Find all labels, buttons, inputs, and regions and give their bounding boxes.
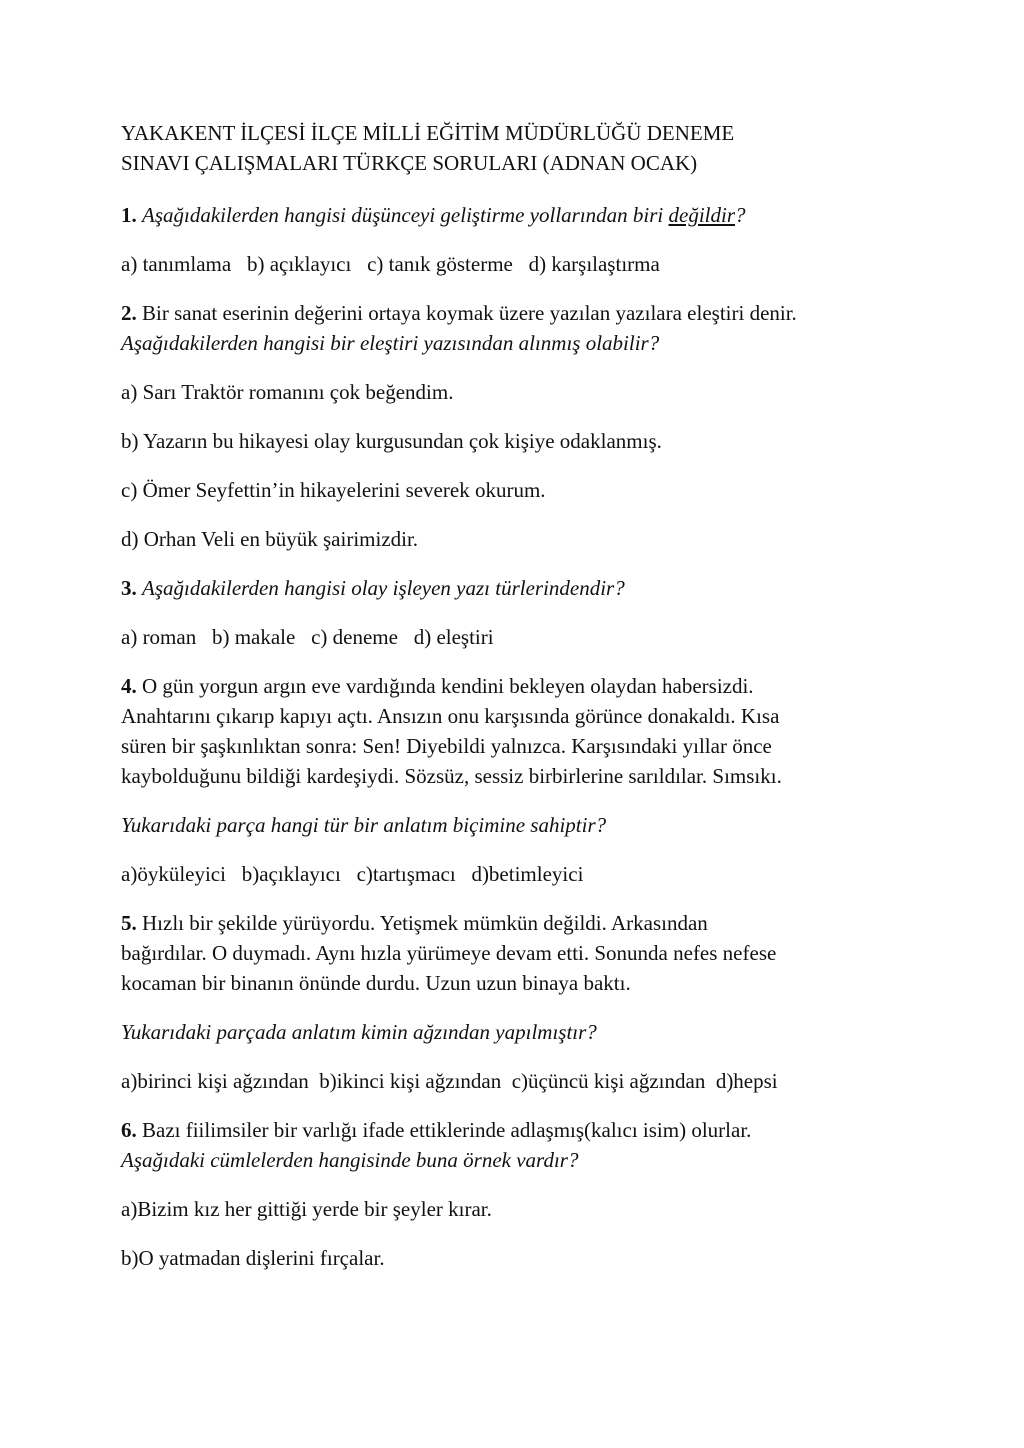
- question-number: 2.: [121, 301, 137, 325]
- question-number: 6.: [121, 1118, 137, 1142]
- title-line-1: YAKAKENT İLÇESİ İLÇE MİLLİ EĞİTİM MÜDÜRLÜĞÜ DENEME: [121, 121, 735, 145]
- passage-line-4: kaybolduğunu bildiği kardeşiydi. Sözsüz, sessiz birbirlerine sarıldılar. Sımsıkı.: [121, 764, 782, 788]
- title-line-2: SINAVI ÇALIŞMALARI TÜRKÇE SORULARI (ADNAN OCAK): [121, 151, 698, 175]
- passage-line-1: Hızlı bir şekilde yürüyordu. Yetişmek mümkün değildi. Arkasından: [142, 911, 708, 935]
- passage-line-2: bağırdılar. O duymadı. Aynı hızla yürümeye devam etti. Sonunda nefes nefese: [121, 941, 777, 965]
- question-4: [121, 671, 911, 889]
- question-1: [121, 200, 911, 279]
- answer-options: a) roman b) makale c) deneme d) eleştiri: [121, 625, 494, 649]
- document-title: [121, 118, 911, 178]
- answer-options: a) tanımlama b) açıklayıcı c) tanık gösterme d) karşılaştırma: [121, 252, 660, 276]
- answer-options: a)öyküleyici b)açıklayıcı c)tartışmacı d)betimleyici: [121, 862, 584, 886]
- worksheet-page: [121, 118, 911, 1273]
- option-b: b)O yatmadan dişlerini fırçalar.: [121, 1246, 385, 1270]
- passage-line-3: kocaman bir binanın önünde durdu. Uzun uzun binaya baktı.: [121, 971, 631, 995]
- option-d: d) Orhan Veli en büyük şairimizdir.: [121, 527, 419, 551]
- question-2: [121, 298, 911, 554]
- question-number: 3.: [121, 576, 137, 600]
- question-number: 4.: [121, 674, 137, 698]
- option-b: b) Yazarın bu hikayesi olay kurgusundan çok kişiye odaklanmış.: [121, 429, 662, 453]
- question-number: 5.: [121, 911, 137, 935]
- question-intro: Bazı fiilimsiler bir varlığı ifade ettiklerinde adlaşmış(kalıcı isim) olurlar.: [142, 1118, 752, 1142]
- answer-options: a)birinci kişi ağzından b)ikinci kişi ağzından c)üçüncü kişi ağzından d)hepsi: [121, 1069, 778, 1093]
- option-a: a) Sarı Traktör romanını çok beğendim.: [121, 380, 454, 404]
- question-3: [121, 573, 911, 652]
- option-c: c) Ömer Seyfettin’in hikayelerini severek okurum.: [121, 478, 546, 502]
- passage-line-1: O gün yorgun argın eve vardığında kendini bekleyen olaydan habersizdi.: [142, 674, 754, 698]
- question-text: Aşağıdakilerden hangisi olay işleyen yazı türlerindendir?: [142, 576, 625, 600]
- question-intro: Bir sanat eserinin değerini ortaya koymak üzere yazılan yazılara eleştiri denir.: [142, 301, 797, 325]
- question-6: [121, 1115, 911, 1273]
- question-number: 1.: [121, 203, 137, 227]
- question-underlined-word: değildir: [668, 203, 735, 227]
- question-5: [121, 908, 911, 1096]
- question-text: Yukarıdaki parça hangi tür bir anlatım biçimine sahiptir?: [121, 813, 607, 837]
- passage-line-2: Anahtarını çıkarıp kapıyı açtı. Ansızın onu karşısında görünce donakaldı. Kısa: [121, 704, 780, 728]
- question-text: Aşağıdaki cümlelerden hangisinde buna örnek vardır?: [121, 1148, 579, 1172]
- passage-line-3: süren bir şaşkınlıktan sonra: Sen! Diyebildi yalnızca. Karşısındaki yıllar önce: [121, 734, 772, 758]
- question-text: Yukarıdaki parçada anlatım kimin ağzından yapılmıştır?: [121, 1020, 597, 1044]
- question-mark: ?: [735, 203, 746, 227]
- question-text: Aşağıdakilerden hangisi bir eleştiri yazısından alınmış olabilir?: [121, 331, 660, 355]
- option-a: a)Bizim kız her gittiği yerde bir şeyler kırar.: [121, 1197, 492, 1221]
- question-text: Aşağıdakilerden hangisi düşünceyi geliştirme yollarından biri: [142, 203, 664, 227]
